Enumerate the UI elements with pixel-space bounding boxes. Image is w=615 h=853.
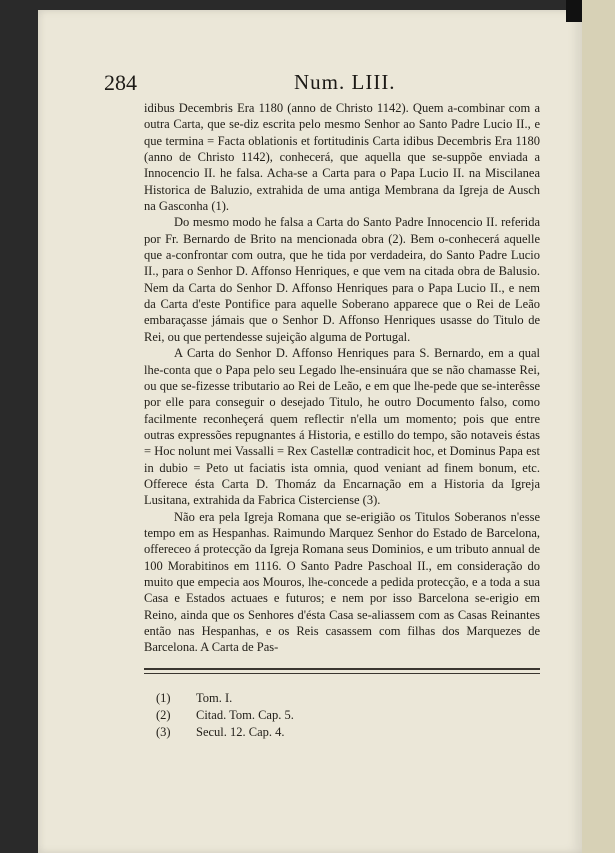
page-header [104, 70, 554, 98]
page-edge-background [582, 0, 615, 853]
footnote-text: Tom. I. [196, 691, 233, 705]
footnotes [156, 690, 456, 741]
corner-marker [566, 0, 582, 22]
footnote [156, 724, 456, 741]
footnote [156, 707, 456, 724]
footnote-text: Citad. Tom. Cap. 5. [196, 708, 294, 722]
footnote [156, 690, 456, 707]
page-number: 284 [104, 70, 137, 95]
footnote-text: Secul. 12. Cap. 4. [196, 725, 285, 739]
running-title: Num. LIII. [294, 70, 396, 94]
footnote-mark: (1) [156, 691, 171, 705]
footnote-mark: (3) [156, 725, 171, 739]
paragraph: A Carta do Senhor D. Affonso Henriques para S. Bernardo, em a qual lhe-conta que o Papa pelo seu Legado lhe-ensinuára que se não chamasse Rei, ou que se-fizesse tributario ao Rei de Leão, e em que lhe-pede que se-interêsse por elle para conseguir o desejado Titulo, he outro Documento falso, como facilmente reconheçerá quem reflectir n'ella um momento; pois que entre outras expressões repugnantes á Historia, e estillo do tempo, são notaveis éstas = Hoc nolunt mei Vassalli = Rex Castellæ contradicit hoc, et Dominus Papa est in dubio = Peto ut faciatis ista omnia, quod veniant ad finem bonum, etc. Offerece ésta Carta D. Thomáz da Encarnação em a Historia da Igreja Lusitana, extrahida da Fabrica Cisterciense (3). [144, 346, 540, 508]
footnote-separator [144, 668, 540, 674]
paragraph: Do mesmo modo he falsa a Carta do Santo Padre Innocencio II. referida por Fr. Bernardo de Brito na mencionada obra (2). Bem o-conhecerá aquelle que a-confrontar com outra, que he tida por verdadeira, do Santo Padre Lucio II., para o Senhor D. Affonso Henriques, e que vem na citada obra de Balusio. Nem da Carta do Senhor D. Affonso Henriques para o Papa Lucio II., e nem da Carta d'este Pontifice para aquelle Soberano apparece que o Rei de Leão embaraçasse jámais que o Senhor D. Affonso Henriques usasse do Titulo de Rei, ou que pertendesse sujeição alguma de Portugal. [144, 215, 540, 344]
footnote-mark: (2) [156, 708, 171, 722]
paragraph: idibus Decembris Era 1180 (anno de Christo 1142). Quem a-combinar com a outra Carta, que se-diz escrita pelo mesmo Senhor ao Santo Padre Lucio II., e que termina = Facta oblationis et fortitudinis Carta idibus Decembris Era 1180 (anno de Christo 1142), conhecerá, que aquella que se-suppõe enviada a Innocencio II. he falsa. Acha-se a Carta para o Papa Lucio II. na Miscilanea Historica de Baluzio, extrahida de uma antiga Membrana da Igreja de Ausch na Gasconha (1). [144, 101, 540, 214]
body-text [144, 100, 540, 656]
paragraph: Não era pela Igreja Romana que se-erigião os Titulos Soberanos n'esse tempo em as Hespanhas. Raimundo Marquez Senhor do Estado de Barcelona, offereceo á protecção da Igreja Romana seus Dominios, e um tributo annual de 100 Morabitinos em 1116. O Santo Padre Paschoal II., em consideração do muito que empecia aos Mouros, lhe-concede a pedida protecção, e a toda a sua Casa e Estados actuaes e futuros; e nem por isso Barcelona se-erigio em Reino, ainda que os Senhores d'ésta Casa se-aliassem com as Casas Reinantes então nas Hespanhas, e os Reis casassem com filhas dos Marquezes de Barcelona. A Carta de Pas- [144, 509, 540, 655]
